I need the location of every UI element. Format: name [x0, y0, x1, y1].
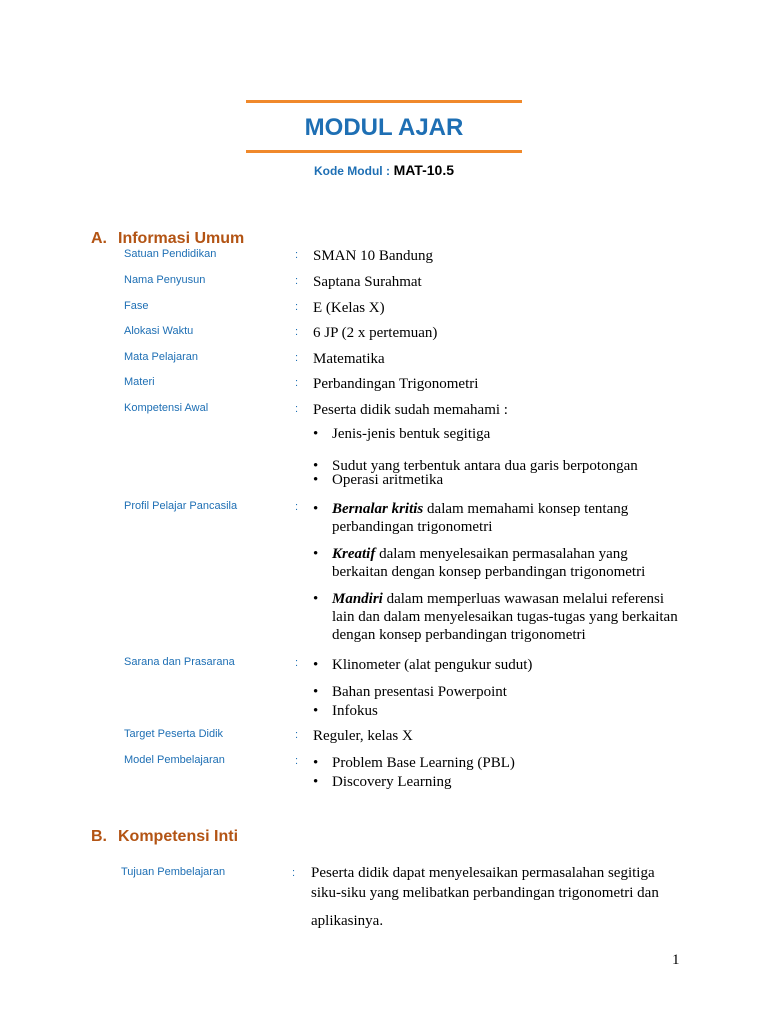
list-item-rest: dalam menyelesaikan permasalahan yang berkaitan dengan konsep perbandingan trigonometri: [332, 546, 646, 580]
colon: :: [295, 326, 299, 338]
value-mata-pelajaran: Matematika: [313, 351, 385, 367]
section-b-number: B.: [91, 828, 107, 845]
list-item: [313, 471, 693, 489]
list-item-text: Sudut yang terbentuk antara dua garis berpotongan: [332, 458, 638, 474]
colon: :: [295, 377, 299, 389]
label-materi: Materi: [124, 376, 155, 388]
value-tujuan-line3: aplikasinya.: [311, 913, 384, 929]
value-tujuan-line1: Peserta didik dapat menyelesaikan permasalahan segitiga: [311, 865, 655, 881]
list-item: [313, 545, 653, 581]
section-a-heading: [91, 230, 244, 248]
list-item-text: [313, 590, 683, 644]
bullet: •: [313, 703, 319, 719]
list-item: [313, 656, 693, 674]
label-model-pembelajaran: Model Pembelajaran: [124, 754, 225, 766]
section-b-heading: [91, 828, 238, 846]
section-a-title: Informasi Umum: [118, 230, 245, 247]
label-profil-pelajar-pancasila: Profil Pelajar Pancasila: [124, 500, 238, 512]
bullet: •: [313, 755, 319, 771]
value-nama-penyusun: Saptana Surahmat: [313, 274, 422, 290]
label-sarana-prasarana: Sarana dan Prasarana: [124, 656, 235, 668]
value-materi: Perbandingan Trigonometri: [313, 376, 479, 392]
label-kompetensi-awal: Kompetensi Awal: [124, 402, 209, 414]
list-item-text: Klinometer (alat pengukur sudut): [332, 657, 533, 673]
label-fase: Fase: [124, 300, 149, 312]
label-satuan-pendidikan: Satuan Pendidikan: [124, 248, 217, 260]
emphasis: Bernalar kritis: [332, 501, 424, 517]
list-item-rest: dalam memperluas wawasan melalui referensi lain dan dalam menyelesaikan tugas-tugas yang berkaitan dengan konsep perbandingan trigonometri: [332, 591, 678, 643]
list-item: [313, 754, 693, 772]
label-mata-pelajaran: Mata Pelajaran: [124, 351, 198, 363]
label-nama-penyusun: Nama Penyusun: [124, 274, 206, 286]
list-item-text: [313, 500, 653, 536]
list-item-text: Problem Base Learning (PBL): [332, 755, 515, 771]
list-item-text: Discovery Learning: [332, 774, 452, 790]
bullet: •: [313, 458, 319, 474]
colon: :: [295, 275, 299, 287]
bullet: •: [313, 546, 319, 562]
colon: :: [295, 301, 299, 313]
list-item-text: Bahan presentasi Powerpoint: [332, 684, 507, 700]
list-item: [313, 702, 693, 720]
bullet: •: [313, 426, 319, 442]
value-fase: E (Kelas X): [313, 300, 385, 316]
colon: :: [295, 501, 299, 513]
bullet: •: [313, 472, 319, 488]
list-item-text: Operasi aritmetika: [332, 472, 444, 488]
list-item: [313, 425, 693, 443]
list-item: [313, 773, 693, 791]
section-a-number: A.: [91, 230, 107, 247]
colon: :: [295, 657, 299, 669]
value-tujuan-line2: siku-siku yang melibatkan perbandingan trigonometri dan: [311, 885, 659, 901]
colon: :: [292, 867, 296, 879]
module-code-label: Kode Modul :: [313, 164, 390, 178]
colon: :: [295, 755, 299, 767]
list-item-text: Jenis-jenis bentuk segitiga: [332, 426, 491, 442]
bullet: •: [313, 774, 319, 790]
bullet: •: [313, 657, 319, 673]
list-item-rest: dalam memahami konsep tentang perbandingan trigonometri: [332, 501, 629, 535]
document-title: MODUL AJAR: [304, 114, 464, 141]
title-bottom-rule: [246, 150, 522, 153]
colon: :: [295, 249, 299, 261]
value-satuan-pendidikan: SMAN 10 Bandung: [313, 248, 434, 264]
value-target-peserta-didik: Reguler, kelas X: [313, 728, 413, 744]
label-tujuan-pembelajaran: Tujuan Pembelajaran: [121, 866, 226, 878]
label-target-peserta-didik: Target Peserta Didik: [124, 728, 224, 740]
colon: :: [295, 352, 299, 364]
value-kompetensi-awal: Peserta didik sudah memahami :: [313, 402, 508, 418]
module-code-value: MAT-10.5: [393, 162, 455, 178]
list-item-text: Infokus: [332, 703, 378, 719]
colon: :: [295, 729, 299, 741]
list-item: [313, 590, 683, 644]
title-top-rule: [246, 100, 522, 103]
list-item: [313, 683, 693, 701]
emphasis: Mandiri: [332, 591, 383, 607]
bullet: •: [313, 591, 319, 607]
list-item-text: [313, 545, 653, 581]
emphasis: Kreatif: [332, 546, 376, 562]
list-item: [313, 500, 653, 536]
page-number: 1: [672, 952, 680, 968]
label-alokasi-waktu: Alokasi Waktu: [124, 325, 194, 337]
section-b-title: Kompetensi Inti: [118, 828, 239, 845]
colon: :: [295, 403, 299, 415]
bullet: •: [313, 684, 319, 700]
module-code: [0, 162, 768, 178]
bullet: •: [313, 501, 319, 517]
value-alokasi-waktu: 6 JP (2 x pertemuan): [313, 325, 438, 341]
